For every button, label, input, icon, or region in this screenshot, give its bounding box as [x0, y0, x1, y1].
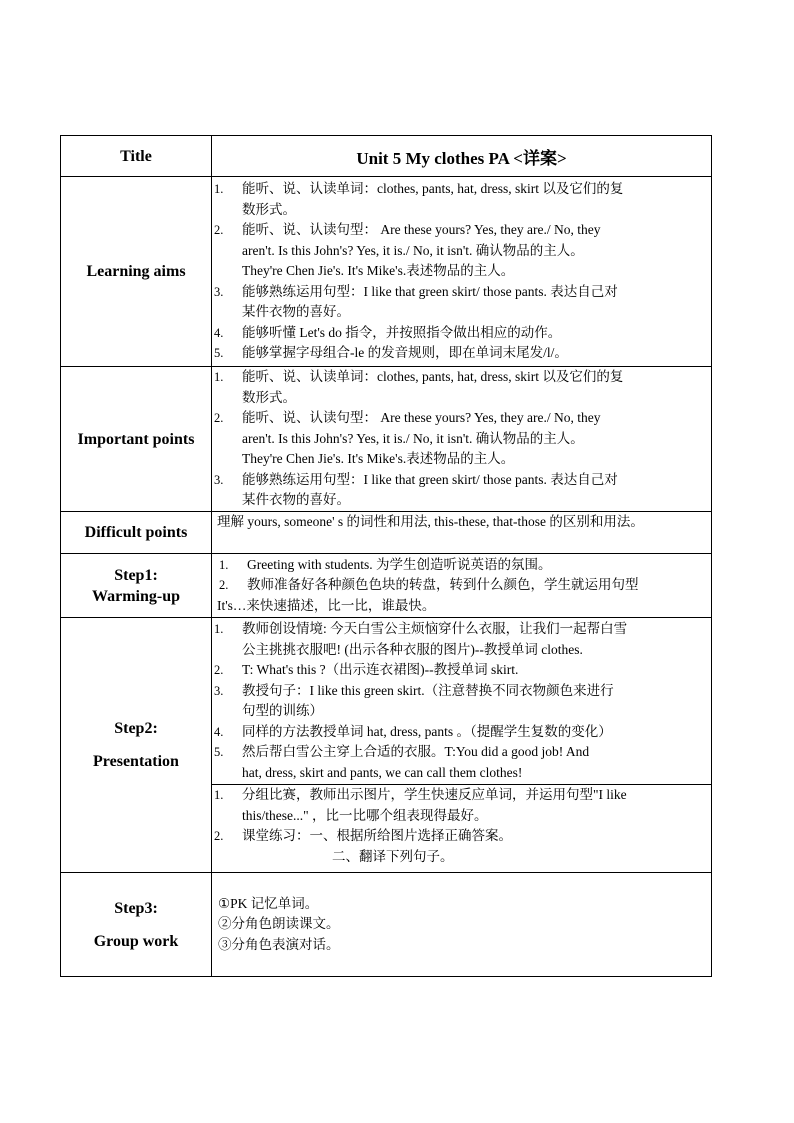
step2-label — [61, 618, 212, 873]
step2-practice-content — [212, 785, 712, 873]
list-line: 能听、说、认读单词：clothes, pants, hat, dress, skirt 以及它们的复 — [242, 369, 624, 385]
difficult-points-row — [61, 512, 712, 554]
list-line: 教师创设情境: 今天白雪公主烦恼穿什么衣服，让我们一起帮白雪 — [242, 621, 628, 636]
list-number: 4. — [214, 325, 224, 340]
step3-label — [61, 873, 212, 977]
list-line: 能够熟练运用句型：I like that green skirt/ those pants. 表达自己对 — [242, 471, 618, 487]
list-item — [212, 323, 711, 344]
step1-label-line2: Warming-up — [91, 587, 180, 605]
list-line: They're Chen Jie's. It's Mike's.表述物品的主人。 — [242, 451, 515, 467]
list-line: 数形式。 — [242, 201, 296, 217]
step2-tail-line: 二、翻译下列句子。 — [332, 848, 454, 864]
learning-aims-row — [61, 177, 712, 367]
learning-aims-label: Learning aims — [61, 177, 212, 367]
list-line: 能够听懂 Let's do 指令，并按照指令做出相应的动作。 — [242, 324, 562, 340]
list-number: 1. — [214, 622, 224, 636]
list-line: 某件衣物的喜好。 — [242, 304, 350, 320]
step1-row — [61, 554, 712, 618]
list-number: 2. — [214, 663, 224, 677]
list-line: aren't. Is this John's? Yes, it is./ No, it isn't. 确认物品的主人。 — [242, 430, 584, 446]
step1-label — [61, 554, 212, 618]
list-number: 1. — [214, 788, 224, 802]
list-number: 1. — [214, 370, 224, 385]
step1-tail-line: It's…来快速描述，比一比，谁最快。 — [217, 597, 436, 613]
step2-label-line2: Presentation — [93, 753, 179, 770]
list-number: 2. — [214, 411, 224, 426]
list-line: aren't. Is this John's? Yes, it is./ No, it isn't. 确认物品的主人。 — [242, 242, 584, 258]
list-line: this/these..." ，比一比哪个组表现得最好。 — [242, 807, 488, 823]
list-number: 4. — [214, 724, 224, 739]
list-line: 能够掌握字母组合-le 的发音规则，即在单词末尾发/l/。 — [242, 345, 568, 361]
step3-label-line2: Group work — [93, 932, 179, 950]
list-number: 5. — [214, 346, 224, 361]
difficult-points-text: 理解 yours, someone' s 的词性和用法, this-these, that-those 的区别和用法。 — [212, 512, 712, 554]
list-line: Greeting with students. 为学生创造听说英语的氛围。 — [247, 556, 552, 572]
list-line: T: What's this ?（出示连衣裙图)--教授单词 skirt. — [242, 662, 519, 677]
lesson-plan-table — [60, 135, 712, 977]
list-number: 1. — [214, 182, 224, 197]
list-number: 2. — [214, 829, 224, 843]
list-item — [212, 470, 711, 511]
title-value: Unit 5 My clothes PA <详案> — [212, 136, 712, 177]
step1-list — [217, 555, 711, 596]
step3-content — [212, 873, 712, 977]
step3-line: ①PK 记忆单词。 — [218, 895, 319, 911]
list-line: 教授句子：I like this green skirt.（注意替换不同衣物颜色来进行 — [242, 682, 614, 698]
list-item — [212, 681, 711, 722]
list-line: 能听、说、认读句型： Are these yours? Yes, they are./ No, they — [242, 410, 601, 426]
list-item — [212, 742, 711, 783]
list-item — [212, 220, 711, 282]
list-item — [212, 619, 711, 660]
important-points-label: Important points — [61, 367, 212, 512]
list-line: 句型的训练） — [242, 703, 323, 718]
list-line: 同样的方法教授单词 hat, dress, pants 。（提醒学生复数的变化） — [242, 723, 612, 739]
list-line: 能听、说、认读句型： Are these yours? Yes, they are./ No, they — [242, 222, 601, 238]
list-line: 能够熟练运用句型：I like that green skirt/ those pants. 表达自己对 — [242, 283, 618, 299]
step3-row — [61, 873, 712, 977]
list-line: 数形式。 — [242, 389, 296, 405]
learning-aims-content — [212, 177, 712, 367]
step1-label-line1: Step1: — [114, 566, 158, 584]
list-item — [217, 555, 711, 576]
important-points-list — [212, 367, 711, 511]
list-number: 5. — [214, 745, 224, 759]
list-item — [212, 367, 711, 408]
list-line: 然后帮白雪公主穿上合适的衣服。T:You did a good job! And — [242, 744, 590, 759]
important-points-content — [212, 367, 712, 512]
step2-row-a — [61, 618, 712, 785]
list-item — [212, 826, 711, 847]
step3-line: ③分角色表演对话。 — [218, 936, 340, 952]
list-number: 2. — [219, 578, 229, 593]
list-line: 分组比赛，教师出示图片，学生快速反应单词，并运用句型"I like — [242, 787, 627, 802]
list-line: 教师准备好各种颜色色块的转盘，转到什么颜色，学生就运用句型 — [247, 577, 639, 593]
list-item — [212, 282, 711, 323]
list-item — [212, 722, 711, 743]
difficult-points-label: Difficult points — [61, 512, 212, 554]
step2-list-b — [212, 785, 711, 847]
list-number: 3. — [214, 472, 224, 487]
step3-label-line1: Step3: — [114, 899, 158, 917]
list-number: 1. — [219, 557, 229, 572]
list-item — [212, 785, 711, 826]
title-label: Title — [61, 136, 212, 177]
step1-content — [212, 554, 712, 618]
step2-list-a — [212, 619, 711, 783]
list-item — [212, 408, 711, 470]
list-number: 3. — [214, 683, 224, 698]
list-line: They're Chen Jie's. It's Mike's.表述物品的主人。 — [242, 263, 515, 279]
important-points-row — [61, 367, 712, 512]
list-line: 某件衣物的喜好。 — [242, 492, 350, 508]
list-item — [212, 343, 711, 364]
learning-aims-list — [212, 179, 711, 364]
step3-line: ②分角色朗读课文。 — [218, 916, 340, 932]
title-row — [61, 136, 712, 177]
list-item — [212, 179, 711, 220]
list-line: 公主挑挑衣服吧! (出示各种衣服的图片)--教授单词 clothes. — [242, 641, 583, 657]
list-line: 能听、说、认读单词：clothes, pants, hat, dress, skirt 以及它们的复 — [242, 181, 624, 197]
list-item — [212, 660, 711, 681]
step2-label-line1: Step2: — [114, 720, 158, 737]
list-line: 课堂练习：一、根据所给图片选择正确答案。 — [242, 828, 512, 843]
list-item — [217, 575, 711, 596]
list-number: 3. — [214, 284, 224, 299]
list-number: 2. — [214, 223, 224, 238]
step2-presentation-content — [212, 618, 712, 785]
list-line: hat, dress, skirt and pants, we can call them clothes! — [242, 764, 523, 780]
